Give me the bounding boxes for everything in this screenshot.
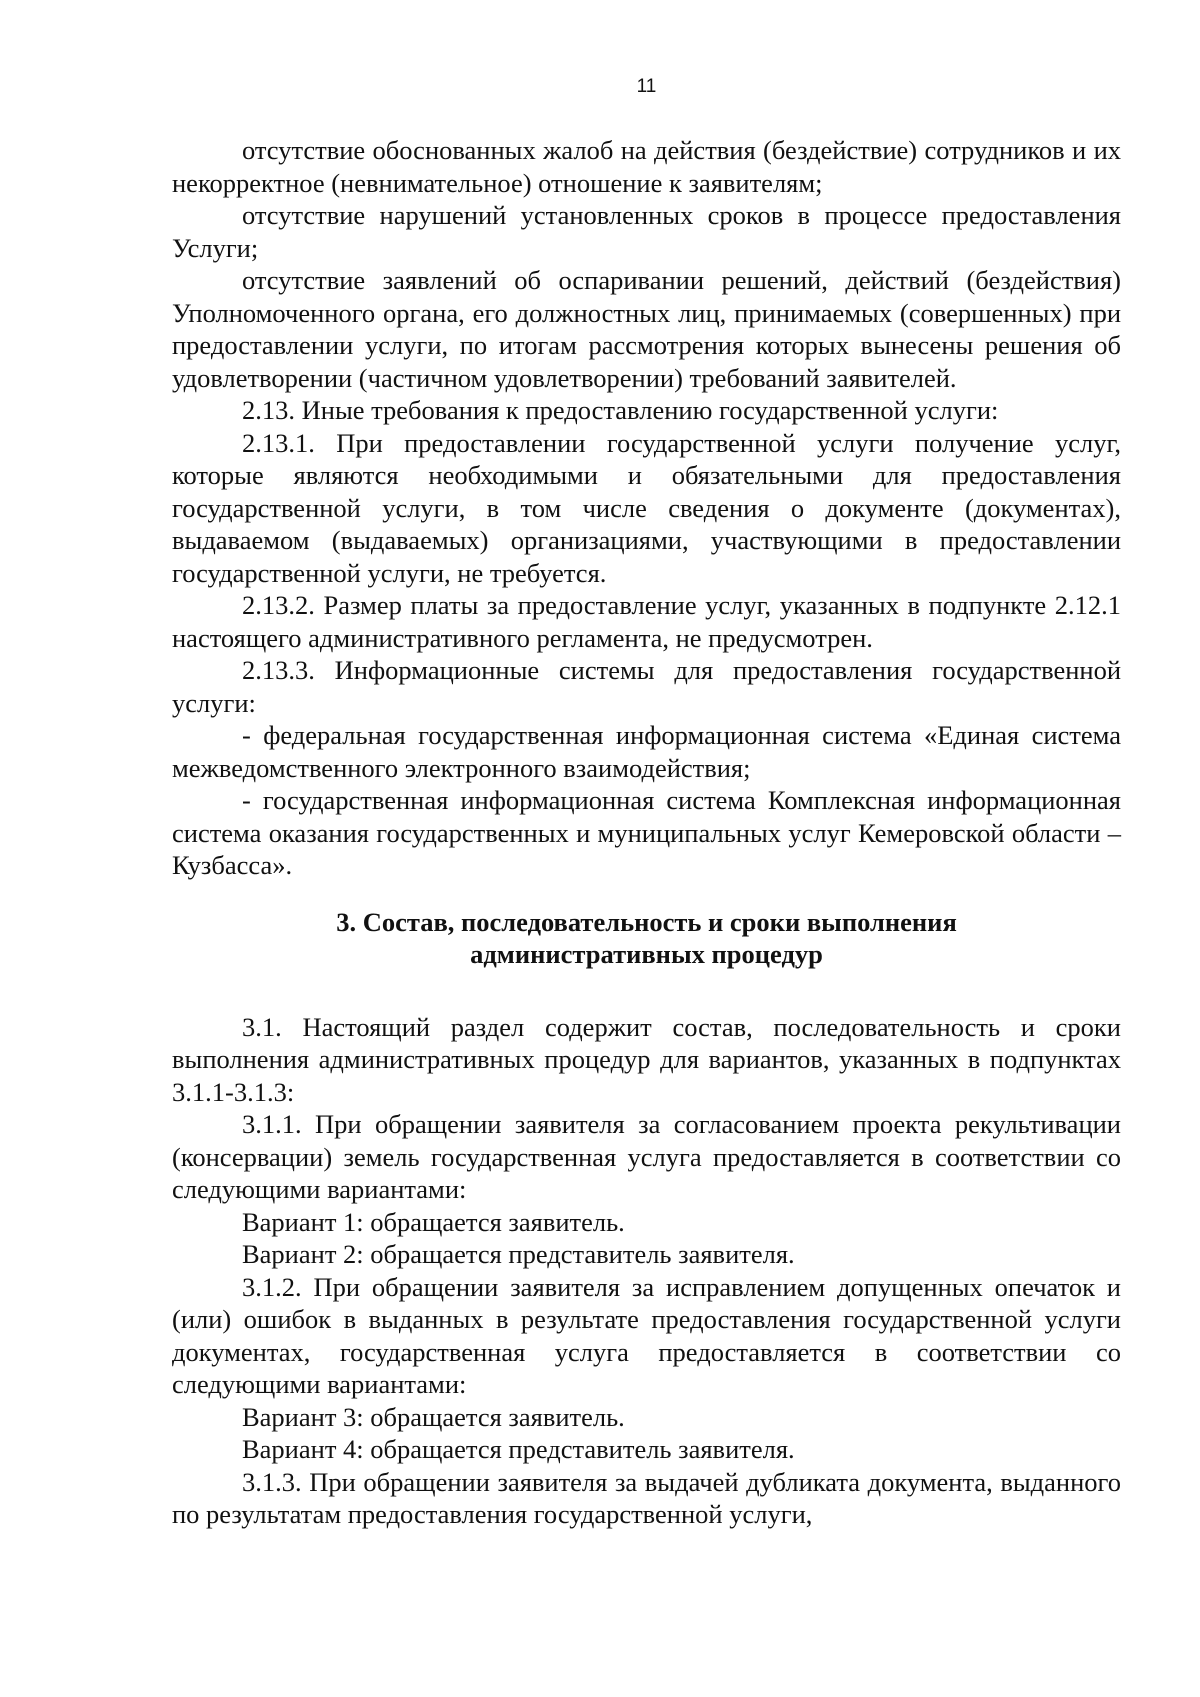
paragraph: 3.1.3. При обращении заявителя за выдачей дубликата документа, выданного по результатам предоставления государственной услуги, xyxy=(172,1466,1121,1529)
paragraph: 2.13.3. Информационные системы для предоставления государственной услуги: xyxy=(172,655,1121,718)
list-item: Вариант 3: обращается заявитель. xyxy=(242,1401,625,1432)
section-heading-line: 3. Состав, последовательность и сроки выполнения xyxy=(336,906,957,937)
spacer xyxy=(172,882,1121,906)
list-item: - государственная информационная система Комплексная информационная система оказания государственных и муниципальных услуг Кемеровской области – Кузбасса». xyxy=(172,785,1121,880)
list-item: Вариант 4: обращается представитель заявителя. xyxy=(242,1434,795,1464)
paragraph: 2.13.2. Размер платы за предоставление услуг, указанных в подпункте 2.12.1 настоящего административного регламента, не предусмотрен. xyxy=(172,590,1121,653)
section-heading-line: административных процедур xyxy=(470,939,823,969)
page-number: 11 xyxy=(636,76,657,97)
paragraph: отсутствие обоснованных жалоб на действия (бездействие) сотрудников и их некорректное (невнимательное) отношение к заявителям; xyxy=(172,135,1121,198)
procedures-block xyxy=(172,1011,1121,1531)
list-item: Вариант 2: обращается представитель заявителя. xyxy=(242,1239,795,1269)
paragraph: 2.13. Иные требования к предоставлению государственной услуги: xyxy=(242,395,999,425)
paragraph: отсутствие заявлений об оспаривании решений, действий (бездействия) Уполномоченного органа, его должностных лиц, принимаемых (совершенных) при предоставлении услуги, по итогам рассмотрения которых вынесены решения об удовлетворении (частичном удовлетворении) требований заявителей. xyxy=(172,265,1121,393)
requirements-block xyxy=(172,134,1121,882)
list-item: - федеральная государственная информационная система «Единая система межведомственного электронного взаимодействия; xyxy=(172,720,1121,783)
paragraph: отсутствие нарушений установленных сроков в процессе предоставления Услуги; xyxy=(172,200,1121,263)
paragraph: 3.1.1. При обращении заявителя за согласованием проекта рекультивации (консервации) земель государственная услуга предоставляется в соответствии со следующими вариантами: xyxy=(172,1109,1121,1204)
list-item: Вариант 1: обращается заявитель. xyxy=(242,1206,625,1237)
paragraph: 3.1. Настоящий раздел содержит состав, последовательность и сроки выполнения административных процедур для вариантов, указанных в подпунктах 3.1.1-3.1.3: xyxy=(172,1011,1121,1107)
paragraph: 3.1.2. При обращении заявителя за исправлением допущенных опечаток и (или) ошибок в выданных в результате предоставления государственной услуги документах, государственная услуга предоставляется в соответствии со следующими вариантами: xyxy=(172,1271,1121,1399)
paragraph: 2.13.1. При предоставлении государственной услуги получение услуг, которые являются необходимыми и обязательными для предоставления государственной услуги, в том числе сведения о документе (документах), выдаваемом (выдаваемых) организациями, участвующими в предоставлении государственной услуги, не требуется. xyxy=(172,427,1121,588)
spacer xyxy=(172,971,1121,1011)
section-heading xyxy=(172,906,1121,971)
